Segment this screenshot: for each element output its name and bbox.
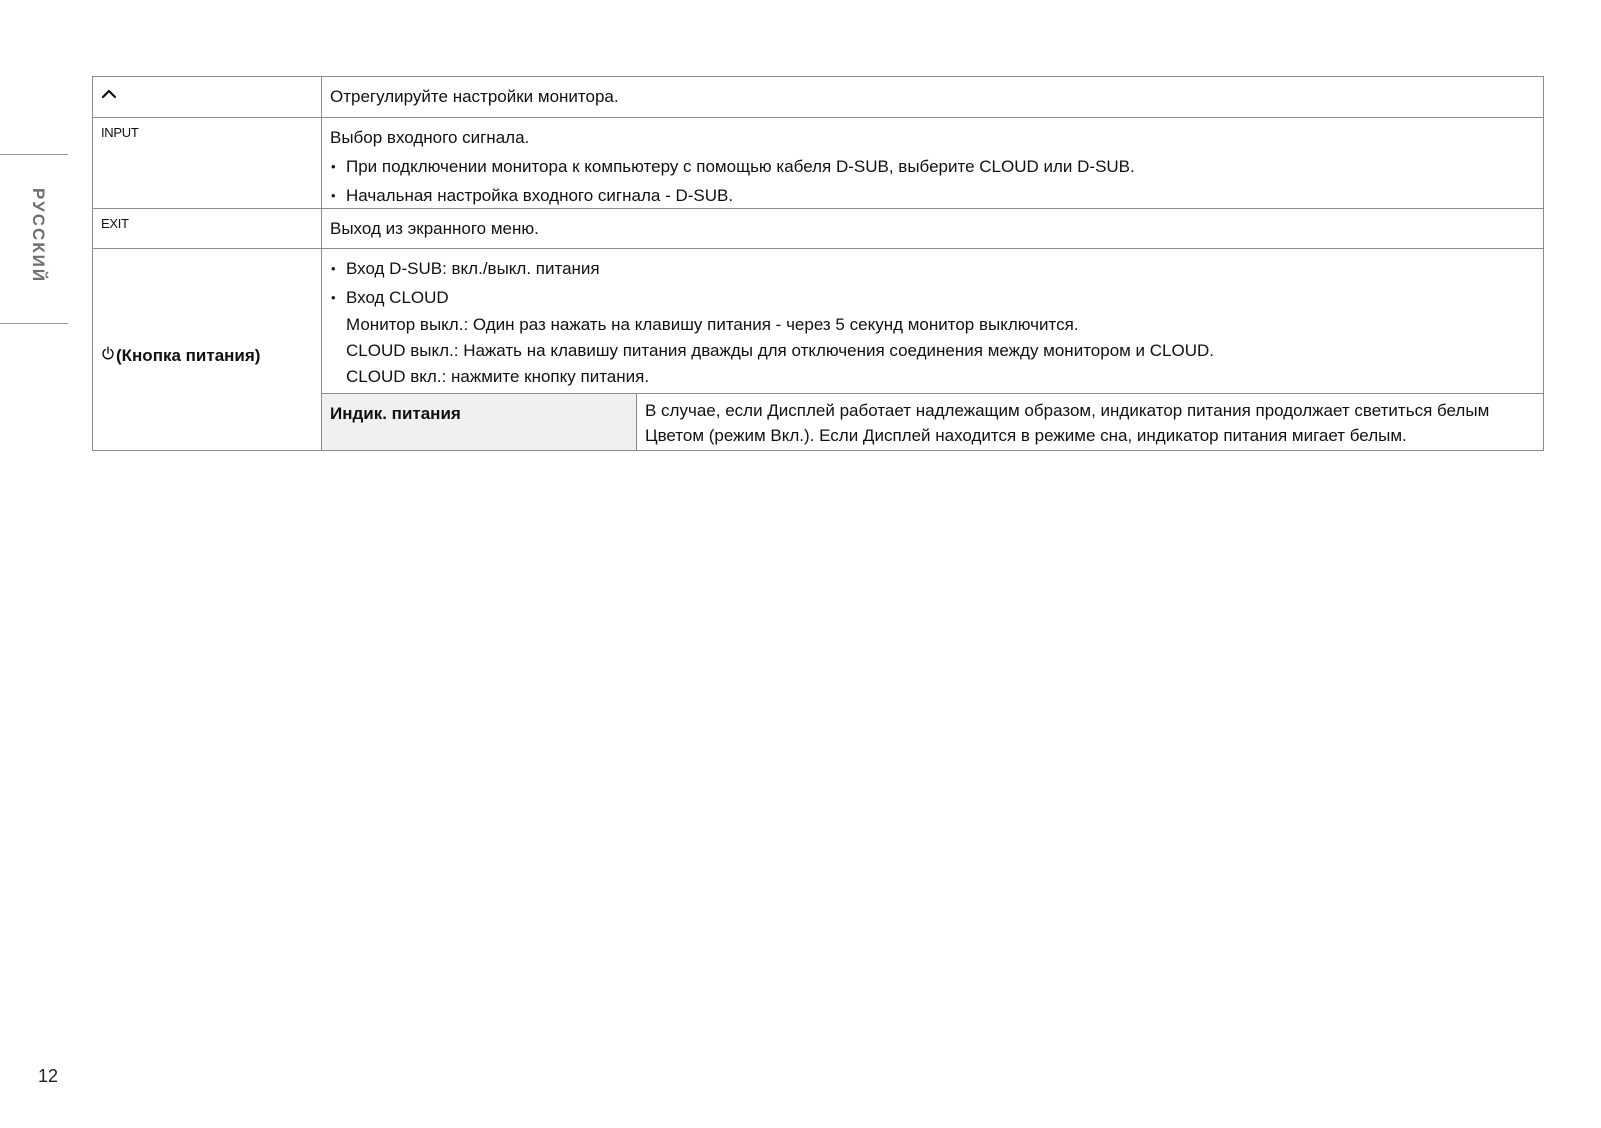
power-icon (101, 346, 116, 365)
indicator-line-2: Цветом (режим Вкл.). Если Дисплей находится в режиме сна, индикатор питания мигает белым. (645, 426, 1407, 445)
input-desc-text: Выбор входного сигнала. (330, 128, 530, 147)
desc-cell-exit: Выход из экранного меню. (330, 219, 539, 238)
desc-cell-arrow: Отрегулируйте настройки монитора. (330, 87, 619, 106)
controls-table (92, 76, 1544, 451)
desc-cell-power (322, 249, 1543, 450)
table-row-power (93, 249, 1543, 450)
table-row-exit (93, 209, 1543, 249)
sidebar-top-rule (0, 154, 68, 155)
cloud-line-2: CLOUD выкл.: Нажать на клавишу питания дважды для отключения соединения между монитором и CLOUD. (346, 341, 1215, 360)
input-bullet-2: • Начальная настройка входного сигнала - D-SUB. (330, 181, 1535, 210)
desc-cell-input (322, 118, 1543, 208)
cloud-line-3: CLOUD вкл.: нажмите кнопку питания. (346, 367, 650, 386)
power-key-label: (Кнопка питания) (116, 345, 261, 365)
table-row-arrow (93, 77, 1543, 118)
indicator-line-1: В случае, если Дисплей работает надлежащим образом, индикатор питания продолжает светиться белым (645, 401, 1490, 420)
power-indicator-text (637, 394, 1543, 450)
power-bullet-2: • Вход CLOUD (330, 283, 1535, 312)
power-indicator-subrow (322, 393, 1543, 450)
key-cell-exit: EXIT (93, 209, 322, 248)
sidebar-language-label: РУССКИЙ (29, 188, 48, 284)
key-cell-power (93, 249, 322, 450)
sidebar-bottom-rule (0, 323, 68, 324)
power-desc-top (322, 249, 1543, 393)
power-bullet-1: • Вход D-SUB: вкл./выкл. питания (330, 254, 1535, 283)
page-number: 12 (38, 1066, 59, 1086)
key-cell-arrow (93, 77, 322, 117)
power-indicator-label: Индик. питания (322, 394, 637, 450)
chevron-up-icon (101, 87, 313, 99)
cloud-line-1: Монитор выкл.: Один раз нажать на клавишу питания - через 5 секунд монитор выключится. (346, 315, 1079, 334)
table-row-input (93, 118, 1543, 209)
input-bullet-1: • При подключении монитора к компьютеру с помощью кабеля D-SUB, выберите CLOUD или D-SUB. (330, 152, 1535, 181)
key-cell-input: INPUT (93, 118, 322, 208)
